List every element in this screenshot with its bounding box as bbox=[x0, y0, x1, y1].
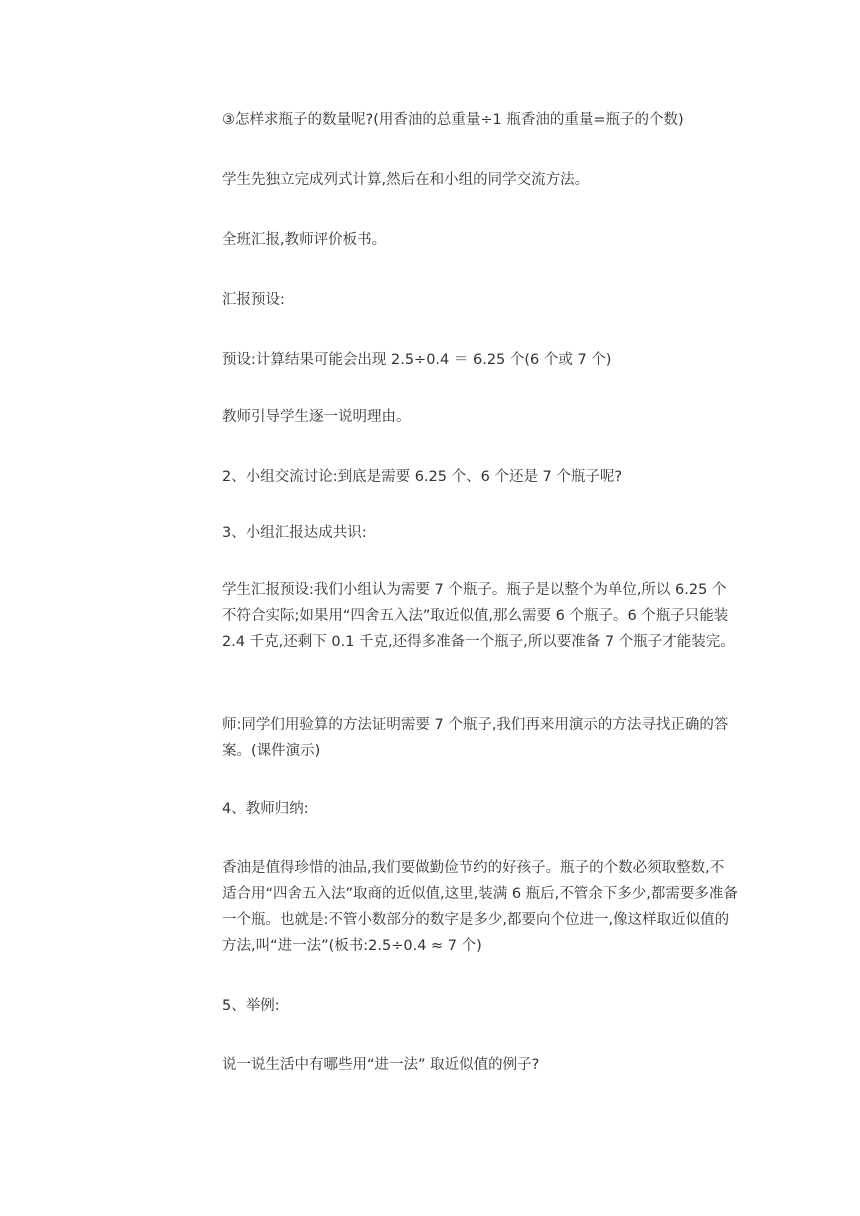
paragraph-summary: 香油是值得珍惜的油品,我们要做勤俭节约的好孩子。瓶子的个数必须取整数,不适合用“四舍五入法”取商的近似值,这里,装满 6 瓶后,不管余下多少,都需要多准备一个瓶。也就是:不管小数部分的数字是多少,都要向个位进一,像这样取近似值的方法,叫“进一法”(板书:2.5÷0.4 ≈ 7 个) bbox=[222, 860, 738, 954]
paragraph-question-3: ③怎样求瓶子的数量呢?(用香油的总重量÷1 瓶香油的重量=瓶子的个数) bbox=[222, 112, 684, 128]
heading-group-discussion: 2、小组交流讨论:到底是需要 6.25 个、6 个还是 7 个瓶子呢? bbox=[222, 469, 623, 485]
heading-group-consensus: 3、小组汇报达成共识: bbox=[222, 525, 367, 541]
paragraph-student-report: 学生汇报预设:我们小组认为需要 7 个瓶子。瓶子是以整个为单位,所以 6.25 个不符合实际;如果用“四舍五入法”取近似值,那么需要 6 个瓶子。6 个瓶子只能装 2.4 千克,还剩下 0.1 千克,还得多准备一个瓶子,所以要准备 7 个瓶子才能装完。 bbox=[222, 582, 735, 650]
paragraph-class-report: 全班汇报,教师评价板书。 bbox=[222, 232, 387, 248]
paragraph-examples-question: 说一说生活中有哪些用“进一法” 取近似值的例子? bbox=[222, 1057, 540, 1073]
paragraph-teacher-demo: 师:同学们用验算的方法证明需要 7 个瓶子,我们再来用演示的方法寻找正确的答案。(课件演示) bbox=[222, 717, 729, 759]
paragraph-teacher-guidance: 教师引导学生逐一说明理由。 bbox=[222, 409, 411, 425]
paragraph-report-preset-heading: 汇报预设: bbox=[222, 292, 285, 308]
heading-examples: 5、举例: bbox=[222, 998, 280, 1014]
paragraph-independent-work: 学生先独立完成列式计算,然后在和小组的同学交流方法。 bbox=[222, 172, 590, 188]
heading-teacher-summary: 4、教师归纳: bbox=[222, 801, 309, 817]
paragraph-preset-calculation: 预设:计算结果可能会出现 2.5÷0.4 ＝ 6.25 个(6 个或 7 个) bbox=[222, 352, 612, 368]
